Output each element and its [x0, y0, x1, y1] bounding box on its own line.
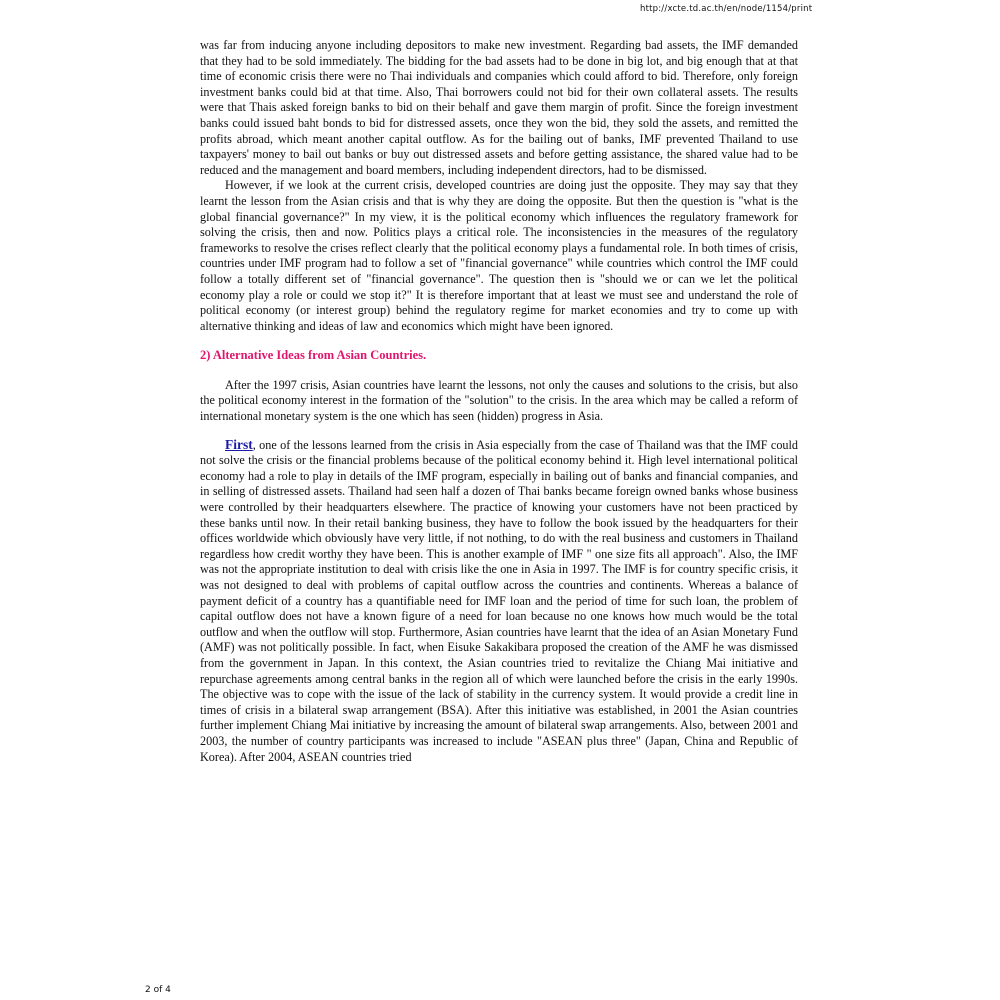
document-body [200, 38, 798, 765]
paragraph-first-lesson [200, 437, 798, 765]
section-heading: 2) Alternative Ideas from Asian Countries. [200, 348, 427, 363]
page-indicator: 2 of 4 [145, 985, 171, 995]
paragraph-current-crisis: However, if we look at the current crisis, developed countries are doing just the opposite. They may say that they learnt the lesson from the Asian crisis and that is why they are doing the opposite. But then the question is "what is the global financial governance?" In my view, it is the political economy which influences the regulatory framework for solving the crisis, then and now. Politics plays a critical role. The inconsistencies in the measures of the regulatory frameworks to resolve the crises reflect clearly that the political economy plays a fundamental role. In both times of crisis, countries under IMF program had to follow a set of "financial governance" while countries which control the IMF could follow a totally different set of "financial governance". The question then is "should we or can we let the political economy play a role or could we stop it?" It is therefore important that at least we must see and understand the role of political economy (or interest group) behind the regulatory regime for market economies and try to come up with alternative thinking and ideas of law and economics which might have been ignored. [200, 178, 798, 333]
paragraph-section-intro: After the 1997 crisis, Asian countries have learnt the lessons, not only the causes and solutions to the crisis, but also the political economy interest in the formation of the "solution" to the crisis. In the area which may be called a reform of international monetary system is the one which has seen (hidden) progress in Asia. [200, 377, 798, 424]
first-link[interactable]: First [225, 436, 253, 452]
page-url: http://xcte.td.ac.th/en/node/1154/print [640, 4, 813, 14]
paragraph-first-lesson-text: , one of the lessons learned from the crisis in Asia especially from the case of Thailand was that the IMF could not solve the crisis or the financial problems because of the political economy behind it. High level international political economy had a role to play in details of the IMF program, especially in bailing out of banks and financial companies, and in selling of distressed assets. Thailand had seen half a dozen of Thai banks became foreign owned banks whose business were controlled by their headquarters elsewhere. The practice of knowing your customers have not been practiced by these banks until now. In their retail banking business, they have to follow the book issued by the headquarters for their offices worldwide which obviously have very little, if not nothing, to do with the real business and customers in Thailand regardless how credit worthy they have been. This is another example of IMF " one size fits all approach". Also, the IMF was not the appropriate institution to deal with crisis like the one in Asia in 1997. The IMF is for country specific crisis, it was not designed to deal with problems of capital outflow across the countries and continents. Whereas a balance of payment deficit of a country has a quantifiable need for IMF loan and the period of time for such loan, the problem of capital outflow does not have a known figure of a need for loan because no one knows how much would be the total outflow and when the outflow will stop. Furthermore, Asian countries have learnt that the idea of an Asian Monetary Fund (AMF) was not politically possible. In fact, when Eisuke Sakakibara proposed the creation of the AMF he was dismissed from the government in Japan. In this context, the Asian countries tried to revitalize the Chiang Mai initiative and repurchase agreements among central banks in the region all of which were launched before the crisis in the early 1990s. The objective was to cope with the issue of the lack of stability in the currency system. It would provide a credit line in times of crisis in a bilateral swap arrangement (BSA). After this initiative was established, in 2001 the Asian countries further implement Chiang Mai initiative by increasing the amount of bilateral swap arrangements. Also, between 2001 and 2003, the number of country participants was increased to include "ASEAN plus three" (Japan, China and Republic of Korea). After 2004, ASEAN countries tried [200, 437, 798, 764]
paragraph-bad-assets: was far from inducing anyone including depositors to make new investment. Regarding bad assets, the IMF demanded that they had to be sold immediately. The bidding for the bad assets had to be done in big lot, and big enough that at that time of economic crisis there were no Thai individuals and companies which could afford to bid. Therefore, only foreign investment banks could bid at that time. Also, Thai borrowers could not bid for their own collateral assets. The results were that Thais asked foreign banks to bid on their behalf and gave them margin of profit. Since the foreign investment banks could issued baht bonds to bid for distressed assets, once they won the bid, they sold the assets, and remitted the profits abroad, which meant another capital outflow. As for the bailing out of banks, IMF prevented Thailand to use taxpayers' money to bail out banks or buy out distressed assets and before getting assistance, the shared value had to be reduced and the management and board members, including independent directors, had to be dismissed. [200, 38, 798, 177]
